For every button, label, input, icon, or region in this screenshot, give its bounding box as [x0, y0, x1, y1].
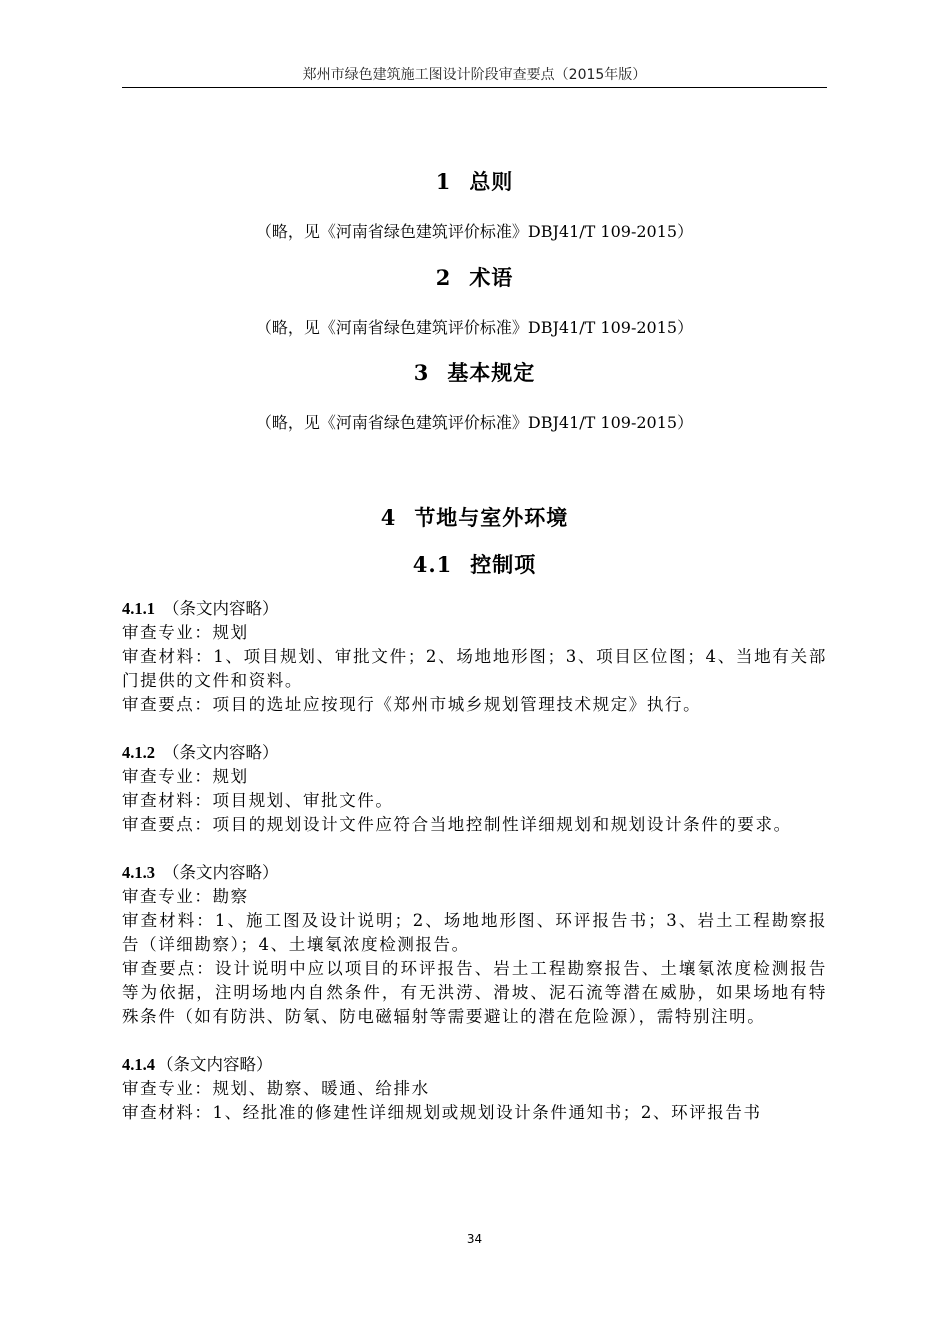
section-heading-1: [122, 166, 827, 196]
clause-suffix: （条文内容略）: [163, 863, 279, 882]
clause-heading: [122, 597, 827, 621]
review-discipline: 审查专业：规划、勘察、暖通、给排水: [122, 1079, 430, 1098]
clause-4-1-3: [122, 861, 827, 1029]
clause-4-1-4: [122, 1053, 827, 1125]
clause-id: 4.1.3: [122, 863, 155, 882]
section-note-2: （略，见《河南省绿色建筑评价标准》DBJ41/T 109-2015）: [255, 318, 694, 337]
section-note-3: （略，见《河南省绿色建筑评价标准》DBJ41/T 109-2015）: [255, 413, 694, 432]
review-points: 审查要点：设计说明中应以项目的环评报告、岩土工程勘察报告、土壤氡浓度检测报告等为依据，注明场地内自然条件，有无洪涝、滑坡、泥石流等潜在威胁，如果场地有特殊条件（如有防洪、防氡、防电磁辐射等需要避让的潜在危险源），需特别注明。: [122, 959, 827, 1026]
review-materials: 审查材料：1、经批准的修建性详细规划或规划设计条件通知书；2、环评报告书: [122, 1103, 762, 1122]
section-heading-2: [122, 262, 827, 292]
clause-suffix: （条文内容略）: [163, 599, 279, 618]
clause-4-1-2: [122, 741, 827, 837]
clause-heading: [122, 741, 827, 765]
review-discipline: 审查专业：规划: [122, 623, 249, 642]
section-number: 3: [413, 360, 430, 385]
review-points: 审查要点：项目的规划设计文件应符合当地控制性详细规划和规划设计条件的要求。: [122, 815, 792, 834]
clause-suffix: （条文内容略）: [157, 1055, 273, 1074]
clause-suffix: （条文内容略）: [163, 743, 279, 762]
clause-4-1-1: [122, 597, 827, 717]
chapter-title: 节地与室外环境: [414, 505, 569, 530]
section-title: 总则: [469, 169, 514, 194]
section-number: 2: [435, 265, 452, 290]
section-title: 术语: [469, 265, 514, 290]
clause-id: 4.1.2: [122, 743, 155, 762]
header-rule: [122, 87, 827, 88]
section-heading-3: [122, 357, 827, 387]
review-materials: 审查材料：项目规划、审批文件。: [122, 791, 394, 810]
review-materials: 审查材料：1、施工图及设计说明；2、场地地形图、环评报告书；3、岩土工程勘察报告（详细勘察）；4、土壤氡浓度检测报告。: [122, 911, 827, 954]
section-number: 4.1: [412, 552, 453, 577]
section-number: 1: [435, 169, 452, 194]
review-points: 审查要点：项目的选址应按现行《郑州市城乡规划管理技术规定》执行。: [122, 695, 702, 714]
chapter-heading-4: [122, 502, 827, 532]
section-heading-4-1: [122, 549, 827, 579]
clause-id: 4.1.1: [122, 599, 155, 618]
section-note-1: （略，见《河南省绿色建筑评价标准》DBJ41/T 109-2015）: [255, 222, 694, 241]
review-discipline: 审查专业：规划: [122, 767, 249, 786]
section-title: 基本规定: [447, 360, 536, 385]
chapter-number: 4: [380, 505, 397, 530]
page-number: 34: [466, 1232, 483, 1246]
review-materials: 审查材料：1、项目规划、审批文件；2、场地地形图；3、项目区位图；4、当地有关部门提供的文件和资料。: [122, 647, 827, 690]
running-header: 郑州市绿色建筑施工图设计阶段审查要点（2015年版）: [302, 67, 647, 83]
clause-heading: [122, 861, 827, 885]
section-title: 控制项: [470, 552, 537, 577]
clause-id: 4.1.4: [122, 1055, 155, 1074]
clause-heading: [122, 1053, 827, 1077]
clause-list: [122, 597, 827, 1149]
review-discipline: 审查专业：勘察: [122, 887, 249, 906]
